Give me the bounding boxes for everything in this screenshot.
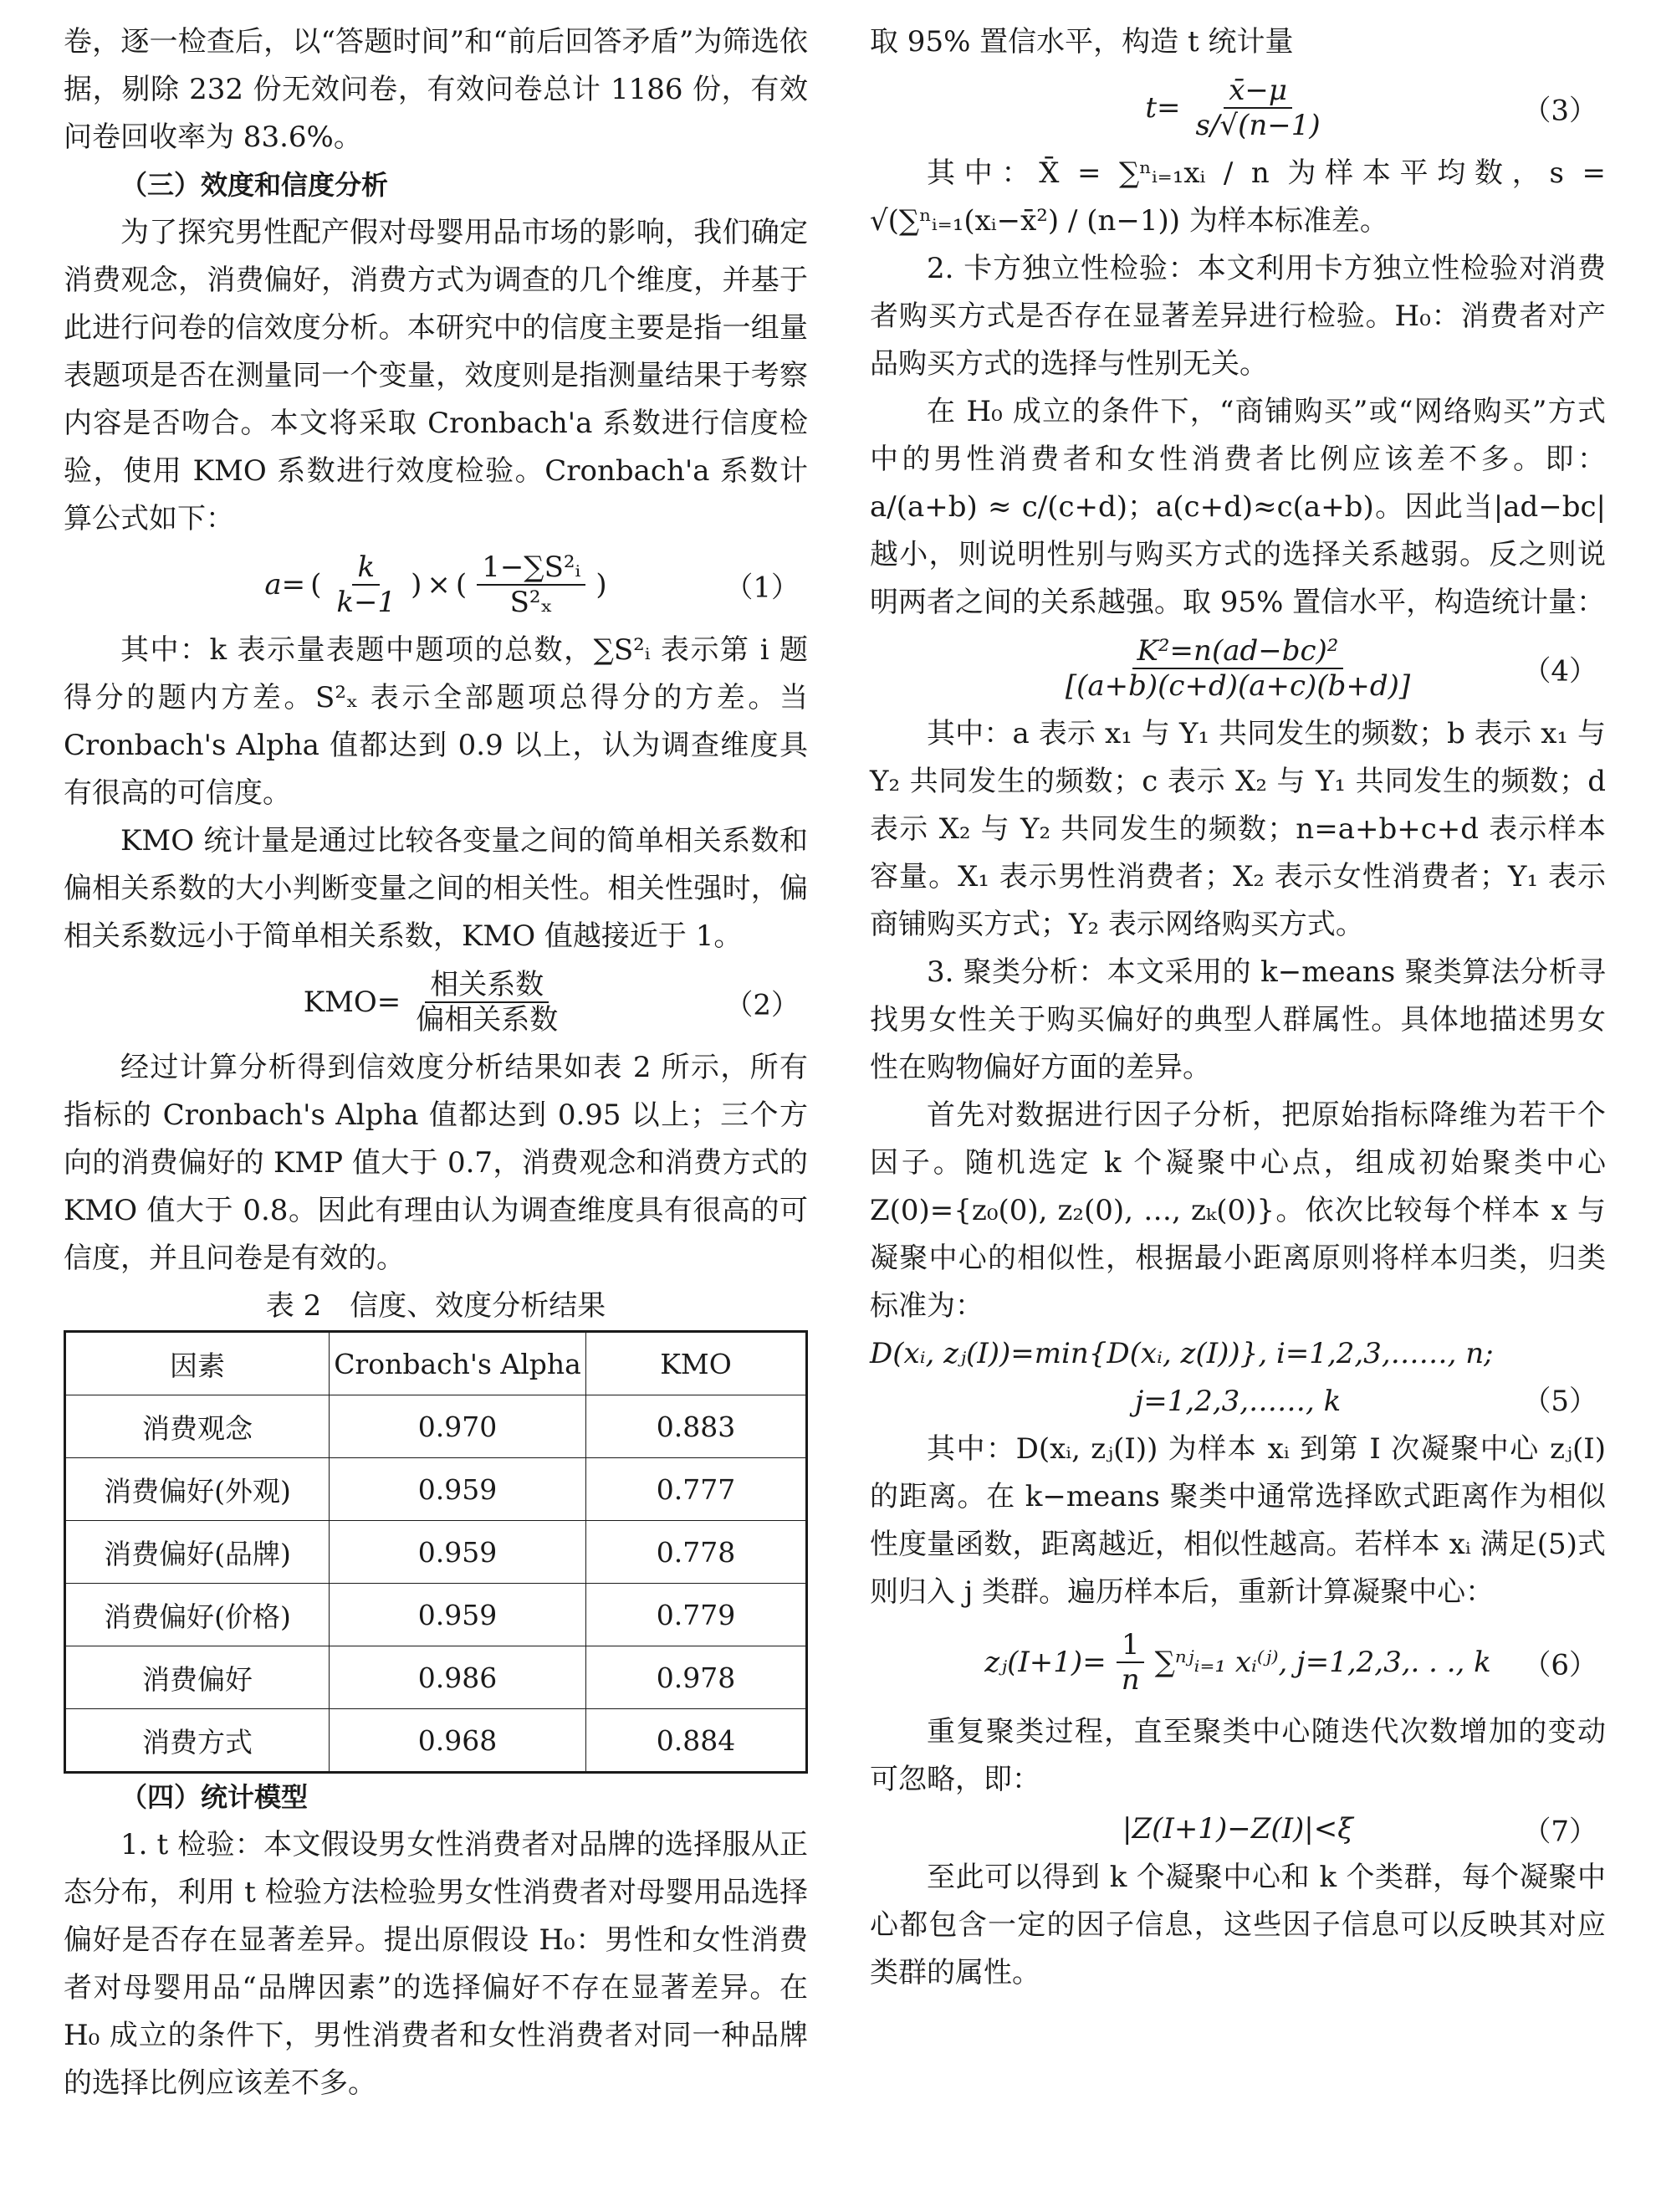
paragraph: 为了探究男性配产假对母婴用品市场的影响，我们确定消费观念，消费偏好，消费方式为调查的几个维度，并基于此进行问卷的信效度分析。本研究中的信度主要是指一组量表题项是否在测量同一个变量，效度则是指测量结果于考察内容是否吻合。本文将采取 Cronbach'a 系数进行信度检验，使用 KMO 系数进行效度检验。Cronbach'a 系数计算公式如下：	[64, 216, 808, 535]
table-cell: 消费方式	[65, 1709, 330, 1773]
equation-number: （2）	[724, 988, 800, 1022]
table-cell: 消费偏好(品牌)	[65, 1521, 330, 1584]
eq-lhs: t=	[1145, 91, 1181, 125]
paragraph: 在 H₀ 成立的条件下，“商铺购买”或“网络购买”方式中的男性消费者和女性消费者比例应该差不多。即：a/(a+b) ≈ c/(c+d)；a(c+d)≈c(a+b)。因此当|ad−bc|越小，则说明性别与购买方式的选择关系越弱。反之则说明两者之间的关系越强。取 95% 置信水平，构造统计量：	[870, 395, 1606, 619]
paragraph: 卷，逐一检查后，以“答题时间”和“前后回答矛盾”为筛选依据，剔除 232 份无效问卷，有效问卷总计 1186 份，有效问卷回收率为 83.6%。	[64, 25, 808, 154]
fraction: $\frac{\text{相关系数}}{\text{偏相关系数}}$	[416, 968, 559, 1037]
table-header-cell: KMO	[586, 1332, 807, 1395]
paragraph: 其中：k 表示量表题中题项的总数，∑S²ᵢ 表示第 i 题得分的题内方差。S²ₓ 表示全部题项总得分的方差。当 Cronbach's Alpha 值都达到 0.9 以上，认为调查维度具有很高的可信度。	[64, 633, 808, 810]
equation-1: a= ( $\frac{k}{k-1}$ ) × ( $\frac{\text{1−∑S²ᵢ}}{\text{S²ₓ}}$ ) （1）	[264, 550, 800, 619]
table-cell: 0.884	[586, 1709, 807, 1773]
table-cell: 0.778	[586, 1521, 807, 1584]
table-cell: 消费观念	[65, 1395, 330, 1458]
equation-number: （7）	[1522, 1815, 1597, 1849]
table-cell: 0.959	[330, 1584, 586, 1646]
paragraph: 其中：a 表示 x₁ 与 Y₁ 共同发生的频数；b 表示 x₁ 与 Y₂ 共同发生的频数；c 表示 X₂ 与 Y₁ 共同发生的频数；d 表示 X₂ 与 Y₂ 共同发生的频数；n=a+b+c+d 表示样本容量。X₁ 表示男性消费者；X₂ 表示女性消费者；Y₁ 表示商铺购买方式；Y₂ 表示网络购买方式。	[870, 717, 1606, 941]
table-cell: 0.779	[586, 1584, 807, 1646]
fraction: $\frac{\text{1−∑S²ᵢ}}{\text{S²ₓ}}$	[477, 550, 585, 619]
table-row	[65, 1458, 807, 1521]
equation-2	[64, 960, 808, 1044]
table-header-cell: Cronbach's Alpha	[330, 1332, 586, 1395]
results-table	[64, 1330, 808, 1774]
fraction: $\frac{1}{n}$	[1117, 1628, 1145, 1697]
fraction: $\frac{\text{K²=n(ad−bc)²}}{[(a+b)(c+d)(a+c)(b+d)]}$	[1065, 634, 1411, 703]
equation-3	[870, 66, 1606, 150]
right-column	[870, 18, 1606, 1997]
fraction: $\frac{x̄-\mu}{s/√(n-1)}$	[1195, 74, 1321, 142]
table-cell: 0.777	[586, 1458, 807, 1521]
table-row	[65, 1646, 807, 1709]
table-caption: 表 2 信度、效度分析结果	[265, 1289, 606, 1323]
paragraph: 重复聚类过程，直至聚类中心随迭代次数增加的变动可忽略，即：	[870, 1715, 1606, 1796]
paragraph: 2. 卡方独立性检验：本文利用卡方独立性检验对消费者购买方式是否存在显著差异进行检验。H₀：消费者对产品购买方式的选择与性别无关。	[870, 252, 1606, 381]
equation-number: （3）	[1522, 94, 1597, 128]
eq-rhs: ∑ⁿʲᵢ₌₁ xᵢ⁽ʲ⁾, j=1,2,3,. . ., k	[1154, 1646, 1491, 1679]
equation-5	[870, 1330, 1606, 1426]
table-cell: 0.968	[330, 1709, 586, 1773]
table-row	[65, 1521, 807, 1584]
table-cell: 消费偏好(价格)	[65, 1584, 330, 1646]
equation-7	[870, 1804, 1606, 1854]
paragraph: 其中：X̄ = ∑ⁿᵢ₌₁xᵢ / n 为样本平均数，s = √(∑ⁿᵢ₌₁(xᵢ−x̄²) / (n−1)) 为样本标准差。	[870, 156, 1606, 238]
table-cell: 0.970	[330, 1395, 586, 1458]
table-row	[65, 1584, 807, 1646]
equation-line: D(xᵢ, zⱼ(I))=min{D(xᵢ, z(I))}, i=1,2,3,……, n;	[870, 1337, 1494, 1370]
eq-lhs: zⱼ(I+1)=	[984, 1646, 1107, 1679]
table-header-row	[65, 1332, 807, 1395]
table-cell: 0.959	[330, 1458, 586, 1521]
eq-body: |Z(I+1)−Z(I)|<ξ	[1122, 1812, 1353, 1846]
paragraph: 1. t 检验：本文假设男女性消费者对品牌的选择服从正态分布，利用 t 检验方法检验男女性消费者对母婴用品选择偏好是否存在显著差异。提出原假设 H₀：男性和女性消费者对母婴用品“品牌因素”的选择偏好不存在显著差异。在 H₀ 成立的条件下，男性消费者和女性消费者对同一种品牌的选择比例应该差不多。	[64, 1828, 808, 2100]
left-column	[64, 18, 808, 2107]
equation-line: j=1,2,3,……, k	[1134, 1385, 1342, 1418]
equation-number: （4）	[1522, 654, 1597, 689]
paragraph: 取 95% 置信水平，构造 t 统计量	[870, 25, 1294, 59]
equation-6	[870, 1616, 1606, 1708]
table-cell: 消费偏好	[65, 1646, 330, 1709]
eq-lhs: a=	[264, 568, 306, 602]
table-cell: 消费偏好(外观)	[65, 1458, 330, 1521]
table-cell: 0.883	[586, 1395, 807, 1458]
table-row	[65, 1709, 807, 1773]
paragraph: 首先对数据进行因子分析，把原始指标降维为若干个因子。随机选定 k 个凝聚中心点，组成初始聚类中心 Z(0)={z₀(0), z₂(0), …, zₖ(0)}。依次比较每个样本 x 与凝聚中心的相似性，根据最小距离原则将样本归类，归类标准为：	[870, 1098, 1606, 1323]
paragraph: 3. 聚类分析：本文采用的 k−means 聚类算法分析寻找男女性关于购买偏好的典型人群属性。具体地描述男女性在购物偏好方面的差异。	[870, 955, 1606, 1084]
paragraph: 经过计算分析得到信效度分析结果如表 2 所示，所有指标的 Cronbach's Alpha 值都达到 0.95 以上；三个方向的消费偏好的 KMP 值大于 0.7，消费观念和消费方式的 KMO 值大于 0.8。因此有理由认为调查维度具有很高的可信度，并且问卷是有效的。	[64, 1051, 808, 1275]
equation-4	[870, 627, 1606, 710]
table-cell: 0.986	[330, 1646, 586, 1709]
section-heading: （三）效度和信度分析	[120, 169, 389, 201]
table-cell: 0.978	[586, 1646, 807, 1709]
equation-number: （5）	[1522, 1385, 1597, 1418]
equation-number: （1）	[724, 571, 800, 605]
paragraph: 至此可以得到 k 个凝聚中心和 k 个类群，每个凝聚中心都包含一定的因子信息，这些因子信息可以反映其对应类群的属性。	[870, 1861, 1606, 1989]
equation-number: （6）	[1522, 1648, 1597, 1682]
section-heading: （四）统计模型	[120, 1781, 309, 1813]
paragraph: 其中：D(xᵢ, zⱼ(I)) 为样本 xᵢ 到第 I 次凝聚中心 zⱼ(I) 的距离。在 k−means 聚类中通常选择欧式距离作为相似性度量函数，距离越近，相似性越高。若样本 xᵢ 满足(5)式则归入 j 类群。遍历样本后，重新计算凝聚中心：	[870, 1432, 1606, 1609]
paragraph: KMO 统计量是通过比较各变量之间的简单相关系数和偏相关系数的大小判断变量之间的相关性。相关性强时，偏相关系数远小于简单相关系数，KMO 值越接近于 1。	[64, 824, 808, 953]
fraction: $\frac{k}{k-1}$	[336, 550, 396, 619]
table-row	[65, 1395, 807, 1458]
table-cell: 0.959	[330, 1521, 586, 1584]
table-header-cell: 因素	[65, 1332, 330, 1395]
eq-lhs: KMO=	[303, 986, 401, 1019]
